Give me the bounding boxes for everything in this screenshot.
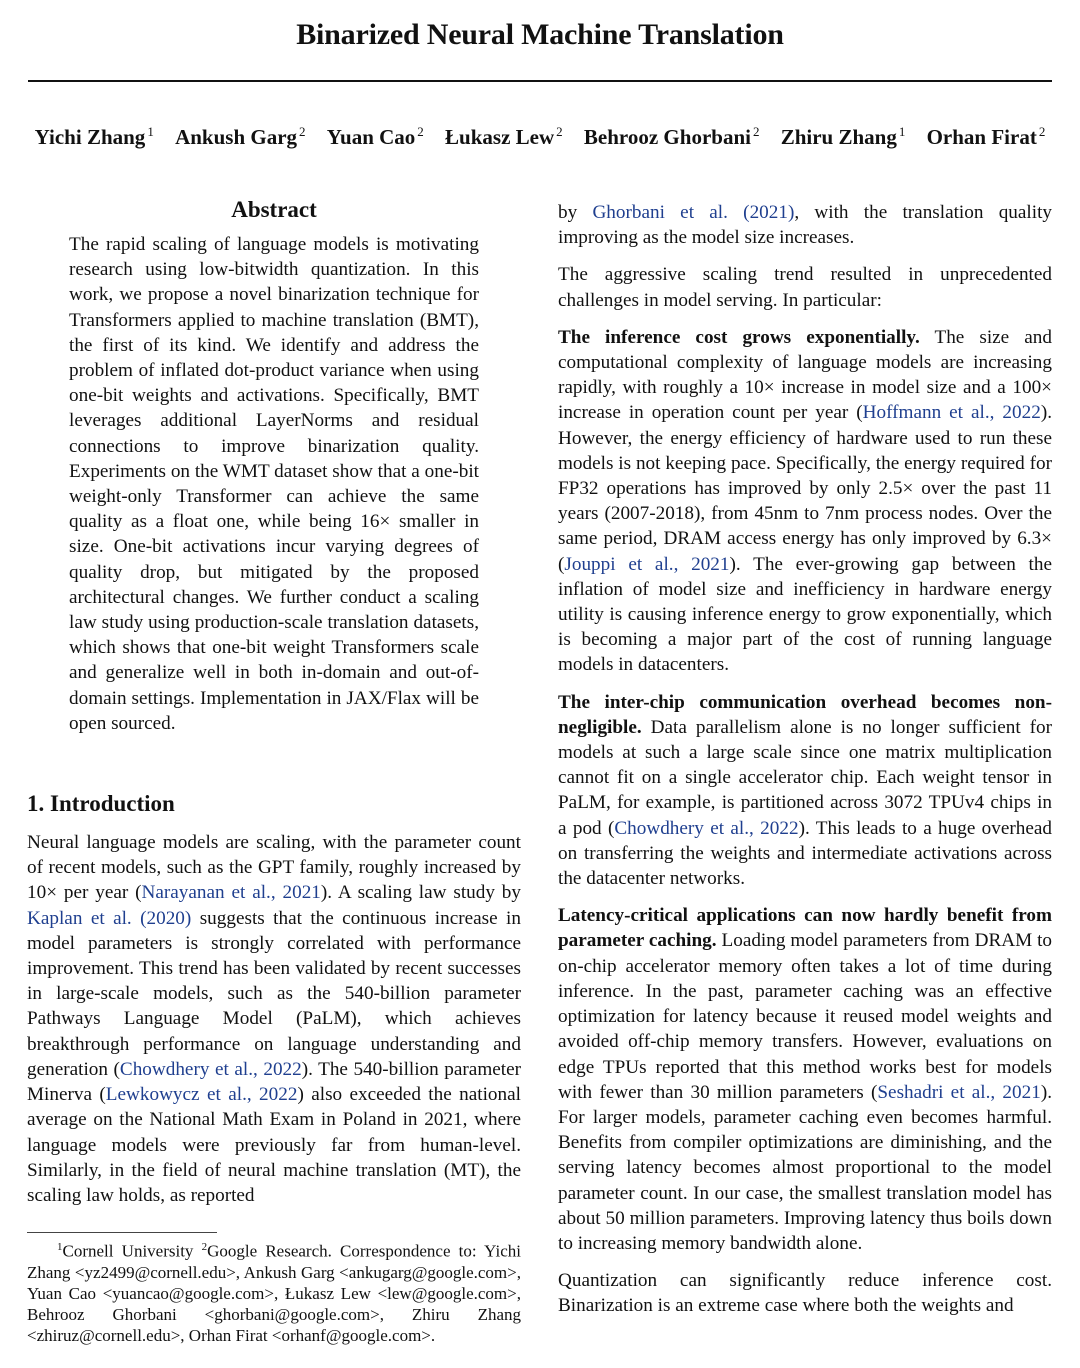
right-column <box>558 200 1052 1331</box>
citation-link[interactable]: Ghorbani et al. (2021) <box>592 202 795 223</box>
intro-continuation: by Ghorbani et al. (2021), with the translation quality improving as the model size increases. <box>558 202 1053 249</box>
footnote: $^1$Cornell University $^2$Google Research. Correspondence to: Yichi Zhang <yz2499@cornell.edu>, Ankush Garg <ankugarg@google.com>, Yuan Cao <yuancao@google.com>, Łukasz Lew <lew@google.com>, Behrooz Ghorbani <ghorbani@google.com>, Zhiru Zhang <zhiruz@cornell.edu>, Orhan Firat <orhanf@google.com>. <box>27 1241 521 1345</box>
author: Behrooz Ghorbani $^2$ <box>583 124 760 149</box>
citation-link[interactable]: Chowdhery et al., 2022 <box>614 817 799 839</box>
intro-paragraph: Neural language models are scaling, with the parameter count of recent models, such as the GPT family, roughly increased by 10× per year (Narayanan et al., 2021). A scaling law study by Kaplan et al. (2020) suggests that the continuous increase in model parameters is strongly correlated with performance improvement. This trend has been validated by recent successes in large-scale models, such as the 540-billion parameter Pathways Language Model (PaLM), which achieves breakthrough performance on language understanding and generation (Chowdhery et al., 2022). The 540-billion parameter Minerva (Lewkowycz et al., 2022) also exceeded the national average on the National Math Exam in Poland in 2021, where language models were previously far from human-level. Similarly, in the field of neural machine translation (MT), the scaling law holds, as reported <box>27 832 521 1206</box>
inference-cost-paragraph: The inference cost grows exponentially. The size and computational complexity of language models are increasing rapidly, with roughly a 10× increase in model size and a 100× increase in operation count per year (Hoffmann et al., 2022). However, the energy efficiency of hardware used to run these models is not keeping pace. Specifically, the energy required for FP32 operations has improved by only 2.5× over the past 11 years (2007-2018), from 45nm to 7nm process nodes. Over the same period, DRAM access energy has only improved by 6.3× (Jouppi et al., 2021). The ever-growing gap between the inflation of model size and inefficiency in hardware energy utility is causing inference energy to grow exponentially, which is becoming a major part of the cost of running language models in datacenters. <box>558 326 1052 676</box>
author: Yichi Zhang $^1$ <box>34 124 154 149</box>
author-list <box>0 124 1080 150</box>
citation-link[interactable]: Hoffmann et al., 2022 <box>862 402 1041 424</box>
citation-link[interactable]: Jouppi et al., 2021 <box>564 553 730 575</box>
title-rule <box>28 80 1052 82</box>
introduction-heading: 1. Introduction <box>27 791 175 817</box>
paper-title: Binarized Neural Machine Translation <box>296 18 784 51</box>
citation-link[interactable]: Narayanan et al., 2021 <box>141 882 321 904</box>
citation-link[interactable]: Chowdhery et al., 2022 <box>119 1058 302 1080</box>
author: Orhan Firat $^2$ <box>926 124 1046 149</box>
author: Zhiru Zhang $^1$ <box>780 124 906 149</box>
inter-chip-paragraph: The inter-chip communication overhead becomes non-negligible. Data parallelism alone is no longer sufficient for models at such a large scale since one matrix multiplication cannot fit on a single accelerator chip. Each weight tensor in PaLM, for example, is partitioned across 3072 TPUv4 chips in a pod (Chowdhery et al., 2022). This leads to a huge overhead on transferring the weights and intermediate activations across the datacenter networks. <box>558 691 1052 890</box>
author: Ankush Garg $^2$ <box>175 124 306 149</box>
quantization-paragraph: Quantization can significantly reduce inference cost. Binarization is an extreme case where both the weights and <box>558 1270 1052 1317</box>
footnote-rule <box>27 1232 217 1233</box>
citation-link[interactable]: Kaplan et al. (2020) <box>27 907 192 929</box>
author: Yuan Cao $^2$ <box>326 124 424 149</box>
scaling-challenges-paragraph: The aggressive scaling trend resulted in unprecedented challenges in model serving. In particular: <box>558 264 1052 311</box>
abstract-text: The rapid scaling of language models is motivating research using low-bitwidth quantization. In this work, we propose a novel binarization technique for Transformers applied to machine translation (BMT), the first of its kind. We identify and address the problem of inflated dot-product variance when using one-bit weights and activations. Specifically, BMT leverages additional LayerNorms and residual connections to improve binarization quality. Experiments on the WMT dataset show that a one-bit weight-only Transformer can achieve the same quality as a float one, while being 16× smaller in size. One-bit activations incur varying degrees of quality drop, but mitigated by the proposed architectural changes. We further conduct a scaling law study using production-scale translation datasets, which shows that one-bit weight Transformers scale and generalize well in both in-domain and out-of-domain settings. Implementation in JAX/Flax will be open sourced. <box>69 234 479 734</box>
citation-link[interactable]: Lewkowycz et al., 2022 <box>105 1084 298 1106</box>
latency-paragraph: Latency-critical applications can now hardly benefit from parameter caching. Loading model parameters from DRAM to on-chip accelerator memory often takes a lot of time during inference. In the past, parameter caching was an effective optimization for latency because it reused model weights and avoided off-chip memory transfers. However, evaluations on edge TPUs reported that this method works best for models with fewer than 30 million parameters (Seshadri et al., 2021). For larger models, parameter caching even becomes harmful. Benefits from compiler optimizations are diminishing, and the serving latency becomes almost proportional to the model parameter count. In our case, the smallest translation model has about 50 million parameters. Improving latency thus boils down to increasing memory bandwidth alone. <box>558 905 1053 1254</box>
author: Łukasz Lew $^2$ <box>445 124 563 149</box>
abstract-heading: Abstract <box>231 197 317 222</box>
citation-link[interactable]: Seshadri et al., 2021 <box>877 1081 1041 1103</box>
left-column <box>27 196 521 1346</box>
